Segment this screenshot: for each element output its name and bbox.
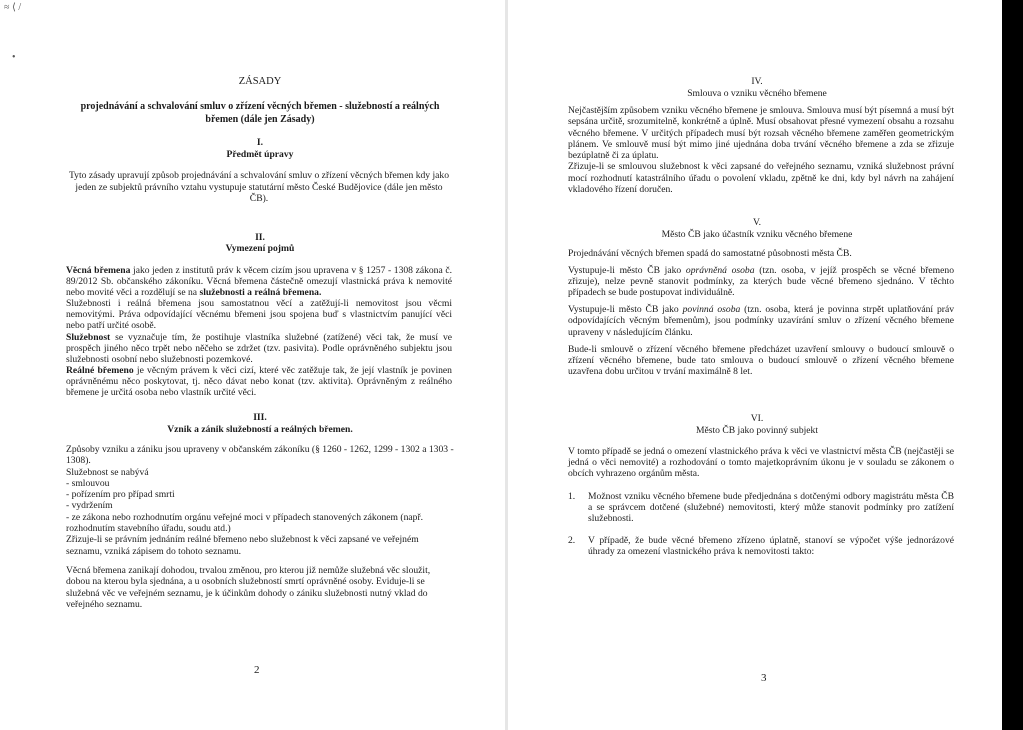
scan-dot-mark: • <box>12 52 16 63</box>
document-title: projednávání a schvalování smluv o zřízení věcných břemen - služebností a reálných břemen (dále jen Zásady) <box>80 101 440 125</box>
paragraph <box>66 365 452 398</box>
text: se vyznačuje tím, že postihuje vlastníka služebné (zatížené) věci tak, že musí ve prospěch jiného něco trpět nebo něčeho se zdržet (tzv. pasivita). Podle oprávněného subjektu jsou služebnosti osobní nebo služebnosti pozemkové. <box>66 331 452 365</box>
list-item: - smlouvou <box>66 477 110 489</box>
paragraph <box>66 332 452 365</box>
term: Reálné břemeno <box>66 364 134 376</box>
item-text: Možnost vzniku věcného břemene bude předjednána s dotčenými odbory magistrátu města ČB a se správcem dotčené (služebné) nemovitosti, který může stanovit podmínky pro zatížení služebnosti. <box>588 491 954 525</box>
section-6-body <box>568 446 954 557</box>
text: je věcným právem k věci cizí, které věc zatěžuje tak, že její vlastník je povinen oprávněnému něco poskytovat, tj. něco dávat nebo konat (tzv. aktivita). Oprávněným z reálného břemene je určitá osoba nebo vlastník určité věci. <box>66 364 452 399</box>
list-item <box>568 491 954 524</box>
section-2-number: II. <box>255 232 265 243</box>
term: oprávněná osoba <box>685 265 755 277</box>
section-3-number: III. <box>253 412 267 423</box>
section-2-title: Vymezení pojmů <box>225 243 295 254</box>
section-1-title: Předmět úpravy <box>226 149 294 160</box>
term: povinná osoba <box>682 304 741 316</box>
paragraph: Zřizuje-li se právním jednáním reálné břemeno nebo služebnost k věci zapsané ve veřejném seznamu, vzniká zápisem do tohoto seznamu. <box>66 534 419 557</box>
paragraph <box>568 265 954 298</box>
item-number: 1. <box>568 491 576 503</box>
section-4-body <box>568 105 954 195</box>
paragraph: Způsoby vzniku a zániku jsou upraveny v občanském zákoníku (§ 1260 - 1262, 1299 - 1302 a 1303 - 1308). <box>66 444 454 467</box>
text: jako jeden z institutů práv k věcem cizím jsou upravena v § 1257 - 1308 zákona č. 89/2012 Sb. občanského zákoníku. Věcná břemena částečně omezují vlastnická práva k nemovité nebo movité věci a rozdělují se na <box>66 265 452 299</box>
scan-corner-mark: ≈ ⟨ / <box>4 2 22 13</box>
section-5-number: V. <box>752 217 762 228</box>
section-5-title: Město ČB jako účastník vzniku věcného břemene <box>661 229 853 240</box>
term: služebnosti a reálná břemena. <box>199 287 322 299</box>
paragraph <box>568 304 954 337</box>
scan-edge-strip <box>1002 0 1023 730</box>
section-6-number: VI. <box>750 413 764 424</box>
paragraph: Bude-li smlouvě o zřízení věcného břemene předcházet uzavření smlouvy o budoucí smlouvě o zřízení věcného břemene, bude tato smlouva o budoucí smlouvě o zřízení věcného břemene uzavřena dobu určitou v trvání maximálně 8 let. <box>568 343 954 377</box>
term: Věcná břemena <box>66 265 131 276</box>
paragraph: Nejčastějším způsobem vzniku věcného břemene je smlouva. Smlouva musí být písemná a musí být sepsána určitě, srozumitelně, konkrétně a úplně. Musí obsahovat přesné vymezení obsahu a rozsahu věcného břemene. V určitých případech musí být rozsah věcného břemene zaměřen geometrickým plánem. Ve smlouvě musí být mimo jiné ujednána doba trvání věcného břemene a zda se zřizuje bezúplatně či za úplatu. <box>568 105 954 162</box>
section-6-title: Město ČB jako povinný subjekt <box>695 425 819 436</box>
item-text: V případě, že bude věcné břemeno zřízeno úplatně, stanoví se výpočet výše jednorázové úhrady za omezení vlastnického práva k nemovitosti takto: <box>588 534 954 557</box>
list-item: - ze zákona nebo rozhodnutím orgánu veřejné moci v případech stanovených zákonem (např. rozhodnutím stavebního úřadu, soudu atd.) <box>66 511 424 535</box>
paragraph: V tomto případě se jedná o omezení vlastnického práva k věci ve vlastnictví města ČB (nejčastěji se jedná o věci nemovité) a rozhodování o tomto majetkoprávním úkonu je v souladu se zákonem o obcích vyhrazeno orgánům města. <box>568 446 954 480</box>
paragraph: Projednávání věcných břemen spadá do samostatné působnosti města ČB. <box>568 248 852 259</box>
text: (tzn. osoba, v jejíž prospěch se věcné břemeno zřizuje), nelze pevně stanovit podmínky, za kterých bude věcné břemeno sjednáno. V těchto případech se bude postupovat individuálně. <box>568 265 954 299</box>
section-3-body <box>66 444 454 610</box>
left-page <box>0 0 507 730</box>
page-number: 3 <box>761 672 767 684</box>
paragraph: Služebnosti i reálná břemena jsou samostatnou věcí a zatěžují-li nemovitost jsou věcmi nemovitými. Práva odpovídající věcnému břemeni jsou spojena buď s vlastnictvím panující věci nebo patří určité osobě. <box>66 298 452 332</box>
right-page <box>507 0 1002 730</box>
document-heading: ZÁSADY <box>238 76 282 87</box>
list-item: - pořízením pro případ smrti <box>66 489 175 501</box>
text: Vystupuje-li město ČB jako <box>568 304 683 316</box>
section-1-number: I. <box>256 137 264 148</box>
paragraph: Zřizuje-li se smlouvou služebnost k věci zapsané do veřejného seznamu, vzniká služebnost právní mocí rozhodnutí katastrálního úřadu o povolení vkladu, zpětně ke dni, kdy byl návrh na zahájení vkladového řízení doručen. <box>568 161 954 196</box>
text: (tzn. osoba, která je povinna strpět uplatňování práv odpovídajících věcným břemenům), jsou podmínky uzavírání smluv o zřízení věcného břemene upraveny v následujícím článku. <box>568 304 954 338</box>
paragraph: Služebnost se nabývá <box>66 466 149 478</box>
paragraph: Věcná břemena zanikají dohodou, trvalou změnou, pro kterou již nemůže služebná věc sloužit, dobou na kterou byla sjednána, a u osobních služebností smrtí oprávněné osoby. Eviduje-li se služebná věc ve veřejném seznamu, je k účinkům dohody o zániku služebnosti nutný vklad do veřejného seznamu. <box>66 564 431 610</box>
item-number: 2. <box>568 534 576 546</box>
section-4-number: IV. <box>751 76 763 87</box>
paragraph <box>66 265 452 298</box>
section-5-body <box>568 248 954 377</box>
section-4-title: Smlouva o vzniku věcného břemene <box>687 88 827 99</box>
text: Vystupuje-li město ČB jako <box>568 265 686 277</box>
section-2-body <box>66 265 452 398</box>
list-item <box>568 535 954 557</box>
section-1-text: Tyto zásady upravují způsob projednávání a schvalování smluv o zřízení věcných břemen kdy jako jeden ze subjektů právního vztahu vystupuje statutární město České Budějovice (dále jen město ČB). <box>68 170 450 205</box>
section-3-title: Vznik a zánik služebností a reálných břemen. <box>167 424 353 435</box>
list-item: - vydržením <box>66 500 113 512</box>
term: Služebnost <box>66 331 111 343</box>
page-number: 2 <box>254 664 260 676</box>
